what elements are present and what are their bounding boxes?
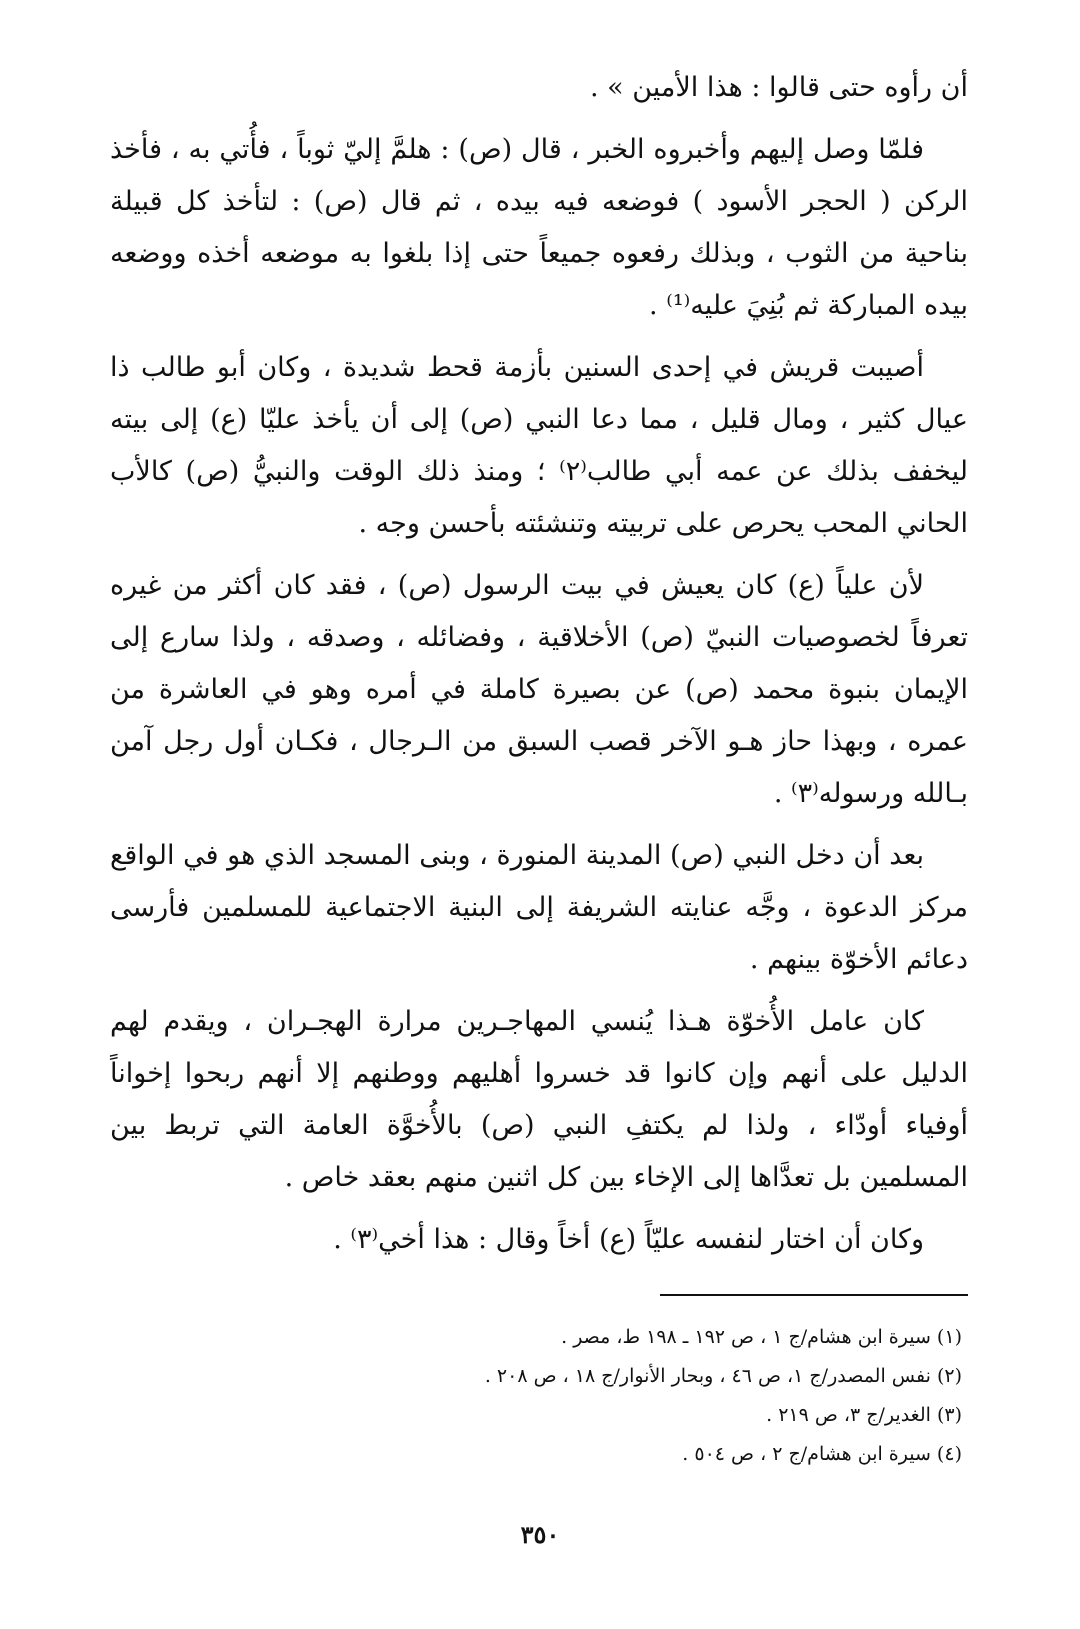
paragraph-black-stone: فلمّا وصل إليهم وأخبروه الخبر ، قال (ص) : هلمَّ إليّ ثوباً ، فأُتي به ، فأخذ الركن ( الحجر الأسود ) فوضعه فيه بيده ، ثم قال (ص) : لتأخذ كل قبيلة بناحية من الثوب ، وبذلك رفعوه جميعاً حتى إذا بلغوا به موضعه أخذه ووضعه بيده المباركة ثم بُنِيَ عليه⁽¹⁾ . bbox=[110, 134, 968, 321]
paragraph-first-believer: لأن علياً (ع) كان يعيش في بيت الرسول (ص) ، فقد كان أكثر من غيره تعرفاً لخصوصيات النبيّ (ص) الأخلاقية ، وفضائله ، وصدقه ، ولذا سارع إلى الإيمان بنبوة محمد (ص) عن بصيرة كاملة في أمره وهو في العاشرة من عمره ، وبهذا حاز هـو الآخر قصب السبق من الـرجال ، فكـان أول رجل آمن بـالله ورسوله⁽٣⁾ . bbox=[110, 570, 968, 809]
page-number: ٣٥٠ bbox=[520, 1520, 560, 1549]
footnotes bbox=[122, 1318, 962, 1474]
paragraph-brotherhood: كان عامل الأُخوّة هـذا يُنسي المهاجـرين مرارة الهجـران ، ويقدم لهم الدليل على أنهم وإن كانوا قد خسروا أهليهم ووطنهم إلا أنهم ربحوا إخواناً أوفياء أودّاء ، ولذا لم يكتفِ النبي (ص) بالأُخوَّة العامة التي تربط بين المسلمين بل تعدَّاها إلى الإخاء بين كل اثنين منهم بعقد خاص . bbox=[110, 1006, 968, 1193]
footnote-4: (٤) سيرة ابن هشام/ج ٢ ، ص ٥٠٤ . bbox=[682, 1443, 962, 1465]
footnote-3: (٣) الغدير/ج ٣، ص ٢١٩ . bbox=[766, 1404, 962, 1426]
footnote-divider bbox=[660, 1294, 968, 1296]
footnote-1: (١) سيرة ابن هشام/ج ١ ، ص ١٩٢ ـ ١٩٨ ط، مصر . bbox=[561, 1326, 962, 1348]
paragraph-medina: بعد أن دخل النبي (ص) المدينة المنورة ، وبنى المسجد الذي هو في الواقع مركز الدعوة ، وجَّه عنايته الشريفة إلى البنية الاجتماعية للمسلمين فأرسى دعائم الأخوّة بينهم . bbox=[110, 840, 968, 975]
main-text bbox=[110, 62, 968, 1276]
paragraph-continuation: أن رأوه حتى قالوا : هذا الأمين » . bbox=[589, 72, 968, 103]
paragraph-my-brother: وكان أن اختار لنفسه عليّاً (ع) أخاً وقال : هذا أخي⁽٣⁾ . bbox=[333, 1224, 924, 1255]
footnote-2: (٢) نفس المصدر/ج ١، ص ٤٦ ، وبحار الأنوار/ج ١٨ ، ص ٢٠٨ . bbox=[484, 1365, 962, 1387]
paragraph-famine: أصيبت قريش في إحدى السنين بأزمة قحط شديدة ، وكان أبو طالب ذا عيال كثير ، ومال قليل ، مما دعا النبي (ص) إلى أن يأخذ عليّا (ع) إلى بيته ليخفف بذلك عن عمه أبي طالب⁽٢⁾ ؛ ومنذ ذلك الوقت والنبيُّ (ص) كالأب الحاني المحب يحرص على تربيته وتنشئته بأحسن وجه . bbox=[110, 352, 968, 539]
